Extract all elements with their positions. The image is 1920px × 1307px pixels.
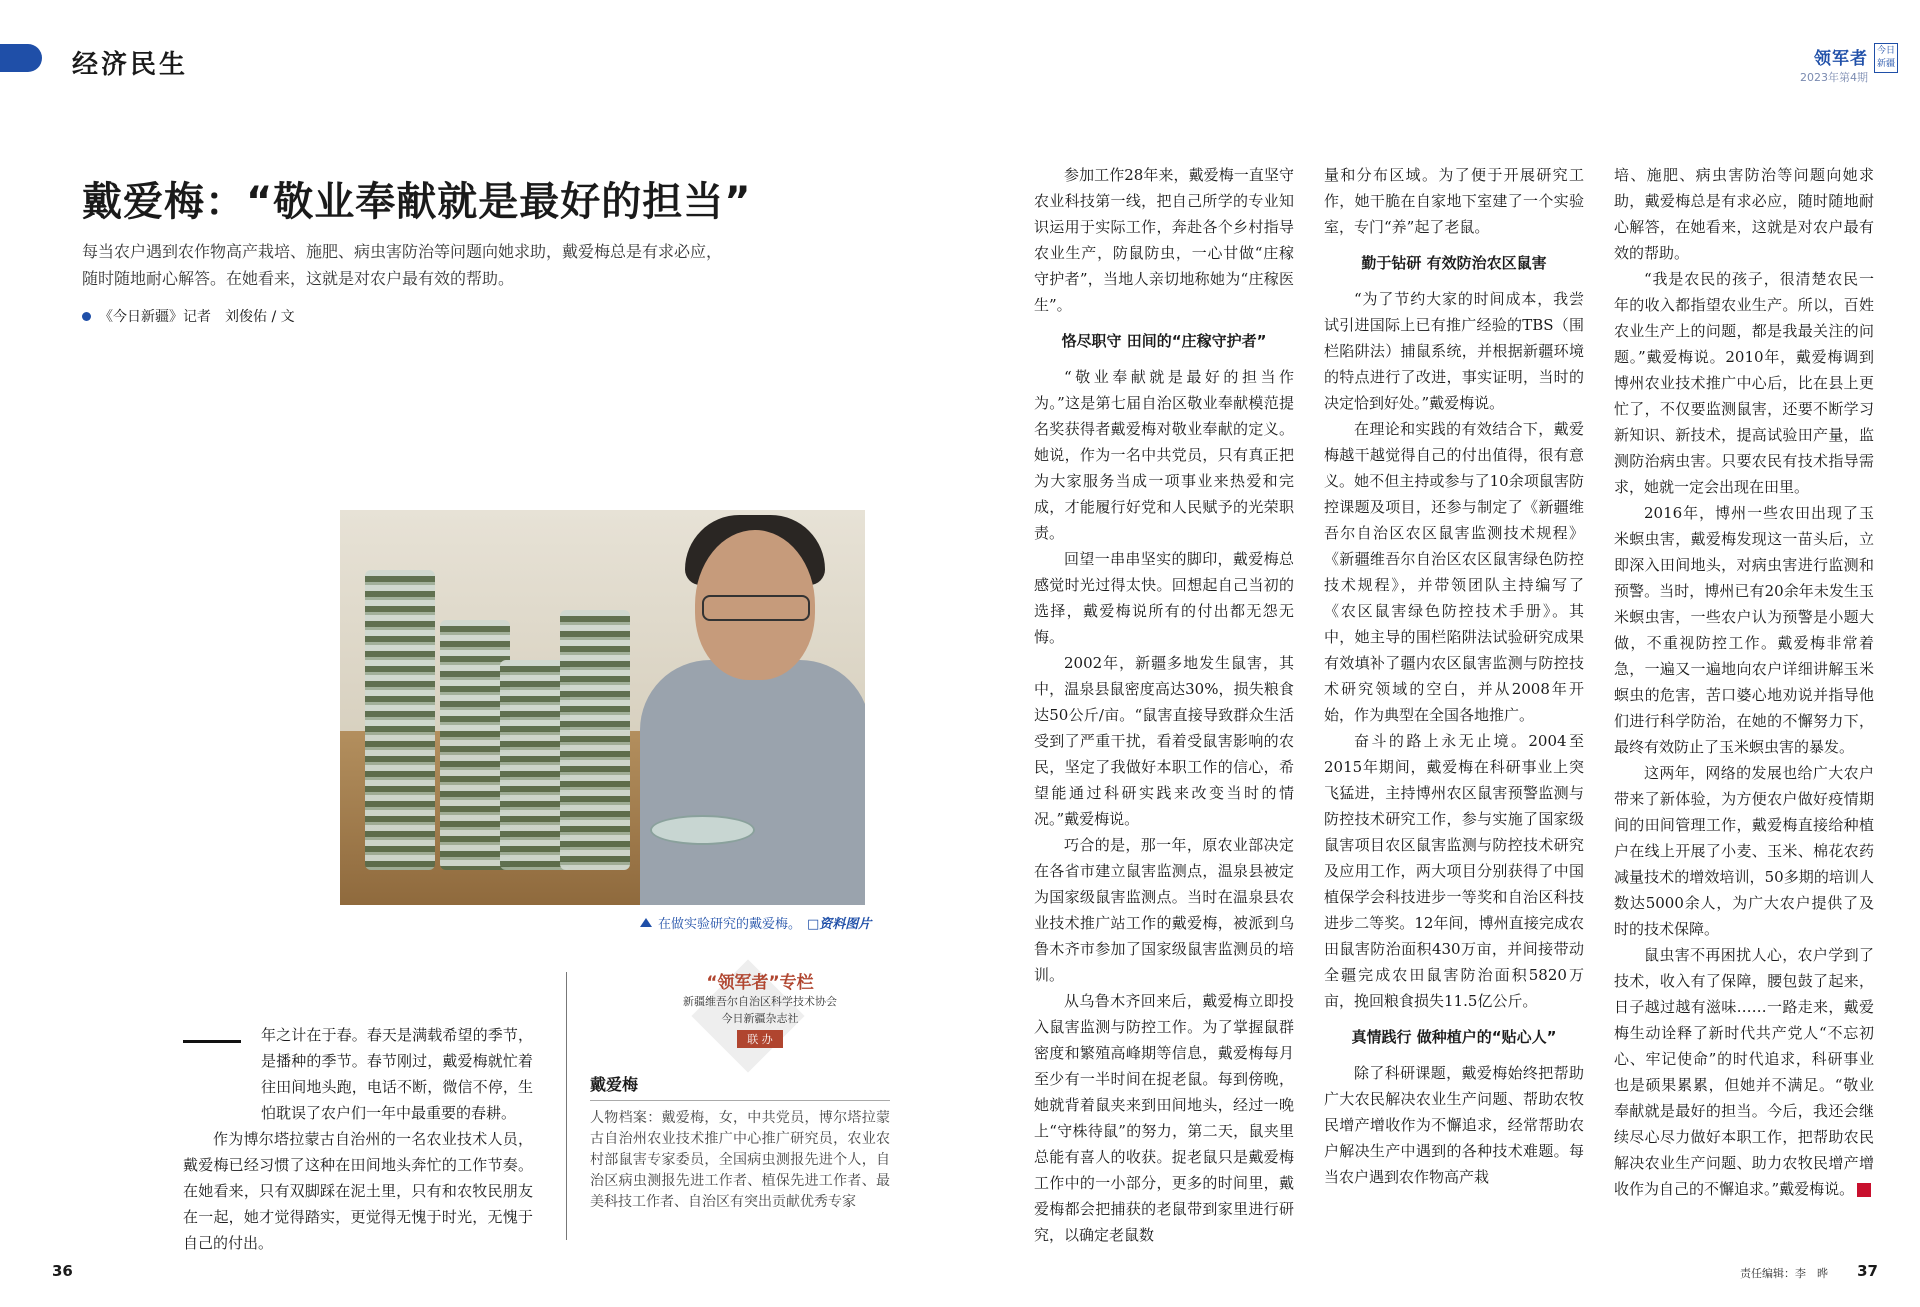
badge-tag: 联 办 [737, 1030, 783, 1048]
masthead-issue: 2023年第4期 [1800, 71, 1868, 84]
researcher-figure [640, 660, 865, 905]
paragraph-text: 鼠虫害不再困扰人心，农户学到了技术，收入有了保障，腰包鼓了起来，日子越过越有滋味……一路走来，戴爱梅生动诠释了新时代共产党人“不忘初心、牢记使命”的时代追求，科研事业也是硕果累累，但她并不满足。“敬业奉献就是最好的担当。今后，我还会继续尽心尽力做好本职工作，把帮助农民解决农业生产问题、助力农牧民增产增收作为自己的不懈追求。”戴爱梅说。 [1614, 946, 1874, 1198]
caption-triangle-icon [640, 918, 652, 927]
petri-dish [650, 815, 755, 845]
section-label: 经济民生 [72, 50, 189, 80]
paragraph: “我是农民的孩子，很清楚农民一年的收入都指望农业生产。所以，百姓农业生产上的问题，都是我最关注的问题。”戴爱梅说。2010年，戴爱梅调到博州农业技术推广中心后，比在县上更忙了，不仅要监测鼠害，还要不断学习新知识、新技术，提高试验田产量，监测防治病虫害。只要农民有技术指导需求，她就一定会出现在田里。 [1614, 270, 1874, 496]
byline-text: 《今日新疆》记者 刘俊佑 / 文 [99, 309, 295, 325]
paragraph: “为了节约大家的时间成本，我尝试引进国际上已有推广经验的TBS（围栏陷阱法）捕鼠系统，并根据新疆环境的特点进行了改进，事实证明，当时的决定恰到好处。”戴爱梅说。 [1324, 290, 1584, 412]
section-subhead: 恪尽职守 田间的“庄稼守护者” [1061, 332, 1267, 350]
paragraph: 在理论和实践的有效结合下，戴爱梅越干越觉得自己的付出值得，很有意义。她不但主持或参与了10余项鼠害防控课题及项目，还参与制定了《新疆维吾尔自治区农区鼠害监测技术规程》《新疆维吾尔自治区农区鼠害绿色防控技术规程》，并带领团队主持编写了《农区鼠害绿色防控技术手册》。其中，她主导的围栏陷阱法试验研究成果有效填补了疆内农区鼠害监测与防控技术研究领域的空白，并从2008年开始，作为典型在全国各地推广。 [1324, 420, 1584, 724]
badge-org-1: 新疆维吾尔自治区科学技术协会 [683, 995, 837, 1008]
article-lead: 每当农户遇到农作物高产栽培、施肥、病虫害防治等问题向她求助，戴爱梅总是有求必应，随时随地耐心解答。在她看来，这就是对农户最有效的帮助。 [82, 242, 723, 288]
glasses-icon [702, 595, 810, 621]
badge-title: “领军者”专栏 [706, 973, 814, 993]
petri-dish-stack [560, 610, 630, 870]
masthead [1800, 44, 1868, 85]
caption-text: 在做实验研究的戴爱梅。 [658, 917, 802, 932]
profile-divider [590, 1100, 890, 1101]
paragraph: 培、施肥、病虫害防治等问题向她求助，戴爱梅总是有求必应，随时随地耐心解答，在她看来，这就是对农户最有效的帮助。 [1614, 166, 1874, 262]
photo-caption [640, 913, 871, 932]
editor-credit: 责任编辑：李 晔 [1740, 1267, 1828, 1280]
paragraph: 参加工作28年来，戴爱梅一直坚守农业科技第一线，把自己所学的专业知识运用于实际工作，奔赴各个乡村指导农业生产，防鼠防虫，一心甘做“庄稼守护者”，当地人亲切地称她为“庄稼医生”。 [1034, 166, 1294, 314]
end-mark-icon [1857, 1183, 1871, 1197]
masthead-brand: 领军者 [1814, 49, 1868, 69]
masthead-seal: 今日新疆 [1874, 43, 1898, 73]
profile-text: 人物档案：戴爱梅，女，中共党员，博尔塔拉蒙古自治州农业技术推广中心推广研究员，农业农村部鼠害专家委员，全国病虫测报先进个人，自治区病虫测报先进工作者、植保先进工作者、最美科技工作者、自治区有突出贡献优秀专家 [590, 1110, 890, 1210]
column-badge [660, 968, 860, 1048]
paragraph: 这两年，网络的发展也给广大农户带来了新体验，为方便农户做好疫情期间的田间管理工作，戴爱梅直接给种植户在线上开展了小麦、玉米、棉花农药减量技术的增效培训，50多期的培训人数达5000余人，为广大农户提供了及时的技术保障。 [1614, 764, 1874, 938]
article-headline: 戴爱梅：“敬业奉献就是最好的担当” [82, 179, 752, 225]
section-subhead: 勤于钻研 有效防治农区鼠害 [1361, 254, 1547, 272]
byline-bullet-icon [82, 312, 91, 321]
column-divider [566, 972, 567, 1240]
page-number-left: 36 [52, 1262, 73, 1280]
profile-name: 戴爱梅 [590, 1075, 639, 1094]
paragraph: “敬业奉献就是最好的担当作为。”这是第七届自治区敬业奉献模范提名奖获得者戴爱梅对敬业奉献的定义。她说，作为一名中共党员，只有真正把为大家服务当成一项事业来热爱和完成，才能履行好党和人民赋予的光荣职责。 [1034, 368, 1294, 542]
article-photo [340, 510, 865, 905]
paragraph: 年之计在于春。春天是满载希望的季节，是播种的季节。春节刚过，戴爱梅就忙着往田间地头跑，电话不断，微信不停，生怕耽误了农户们一年中最重要的春耕。 [261, 1026, 533, 1122]
paragraph: 回望一串串坚实的脚印，戴爱梅总感觉时光过得太快。回想起自己当初的选择，戴爱梅说所有的付出都无怨无悔。 [1034, 550, 1294, 646]
body-column-c [1034, 162, 1294, 1248]
paragraph: 2002年，新疆多地发生鼠害，其中，温泉县鼠密度高达30%，损失粮食达50公斤/亩。“鼠害直接导致群众生活受到了严重干扰，看着受鼠害影响的农民，坚定了我做好本职工作的信心，希望能通过科研实践来改变当时的情况。”戴爱梅说。 [1034, 654, 1294, 828]
badge-org-2: 今日新疆杂志社 [721, 1012, 799, 1025]
paragraph: 除了科研课题，戴爱梅始终把帮助广大农民解决农业生产问题、帮助农牧民增产增收作为不懈追求，经常帮助农户解决生产中遇到的各种技术难题。每当农户遇到农作物高产栽 [1324, 1064, 1584, 1186]
paragraph: 2016年，博州一些农田出现了玉米螟虫害，戴爱梅发现这一苗头后，立即深入田间地头，对病虫害进行监测和预警。当时，博州已有20余年未发生玉米螟虫害，一些农户认为预警是小题大做，不重视防控工作。戴爱梅非常着急，一遍又一遍地向农户详细讲解玉米螟虫的危害，苦口婆心地劝说并指导他们进行科学防治，在她的不懈努力下，最终有效防止了玉米螟虫害的暴发。 [1614, 504, 1874, 756]
paragraph: 量和分布区域。为了便于开展研究工作，她干脆在自家地下室建了一个实验室，专门“养”起了老鼠。 [1324, 166, 1584, 236]
paragraph [1614, 942, 1874, 1202]
badge-content [660, 968, 860, 1048]
petri-dish-stack [365, 570, 435, 870]
caption-credit: □资料图片 [807, 917, 872, 932]
body-column-a [183, 1022, 533, 1256]
paragraph: 从乌鲁木齐回来后，戴爱梅立即投入鼠害监测与防控工作。为了掌握鼠群密度和繁殖高峰期等信息，戴爱梅每月至少有一半时间在捉老鼠。每到傍晚，她就背着鼠夹来到田间地头，经过一晚上“守株待鼠”的努力，第二天，鼠夹里总能有喜人的收获。捉老鼠只是戴爱梅工作中的一小部分，更多的时间里，戴爱梅都会把捕获的老鼠带到家里进行研究，以确定老鼠数 [1034, 992, 1294, 1244]
paragraph: 巧合的是，那一年，原农业部决定在各省市建立鼠害监测点，温泉县被定为国家级鼠害监测点。当时在温泉县农业技术推广站工作的戴爱梅，被派到乌鲁木齐市参加了国家级鼠害监测员的培训。 [1034, 836, 1294, 984]
body-column-e [1614, 162, 1874, 1202]
paragraph: 作为博尔塔拉蒙古自治州的一名农业技术人员，戴爱梅已经习惯了这种在田间地头奔忙的工作节奏。在她看来，只有双脚踩在泥土里，只有和农牧民朋友在一起，她才觉得踏实，更觉得无愧于时光，无愧于自己的付出。 [183, 1130, 533, 1252]
section-tab-marker [0, 44, 42, 72]
paragraph: 奋斗的路上永无止境。2004至2015年期间，戴爱梅在科研事业上突飞猛进，主持博州农区鼠害预警监测与防控技术研究工作，参与实施了国家级鼠害项目农区鼠害监测与防控技术研究及应用工作，两大项目分别获得了中国植保学会科技进步一等奖和自治区科技进步二等奖。12年间，博州直接完成农田鼠害防治面积430万亩，并间接带动全疆完成农田鼠害防治面积5820万亩，挽回粮食损失11.5亿公斤。 [1324, 732, 1584, 1010]
section-subhead: 真情践行 做种植户的“贴心人” [1351, 1028, 1557, 1046]
article-byline [82, 306, 295, 326]
body-column-d [1324, 162, 1584, 1190]
page-number-right: 37 [1857, 1262, 1878, 1280]
